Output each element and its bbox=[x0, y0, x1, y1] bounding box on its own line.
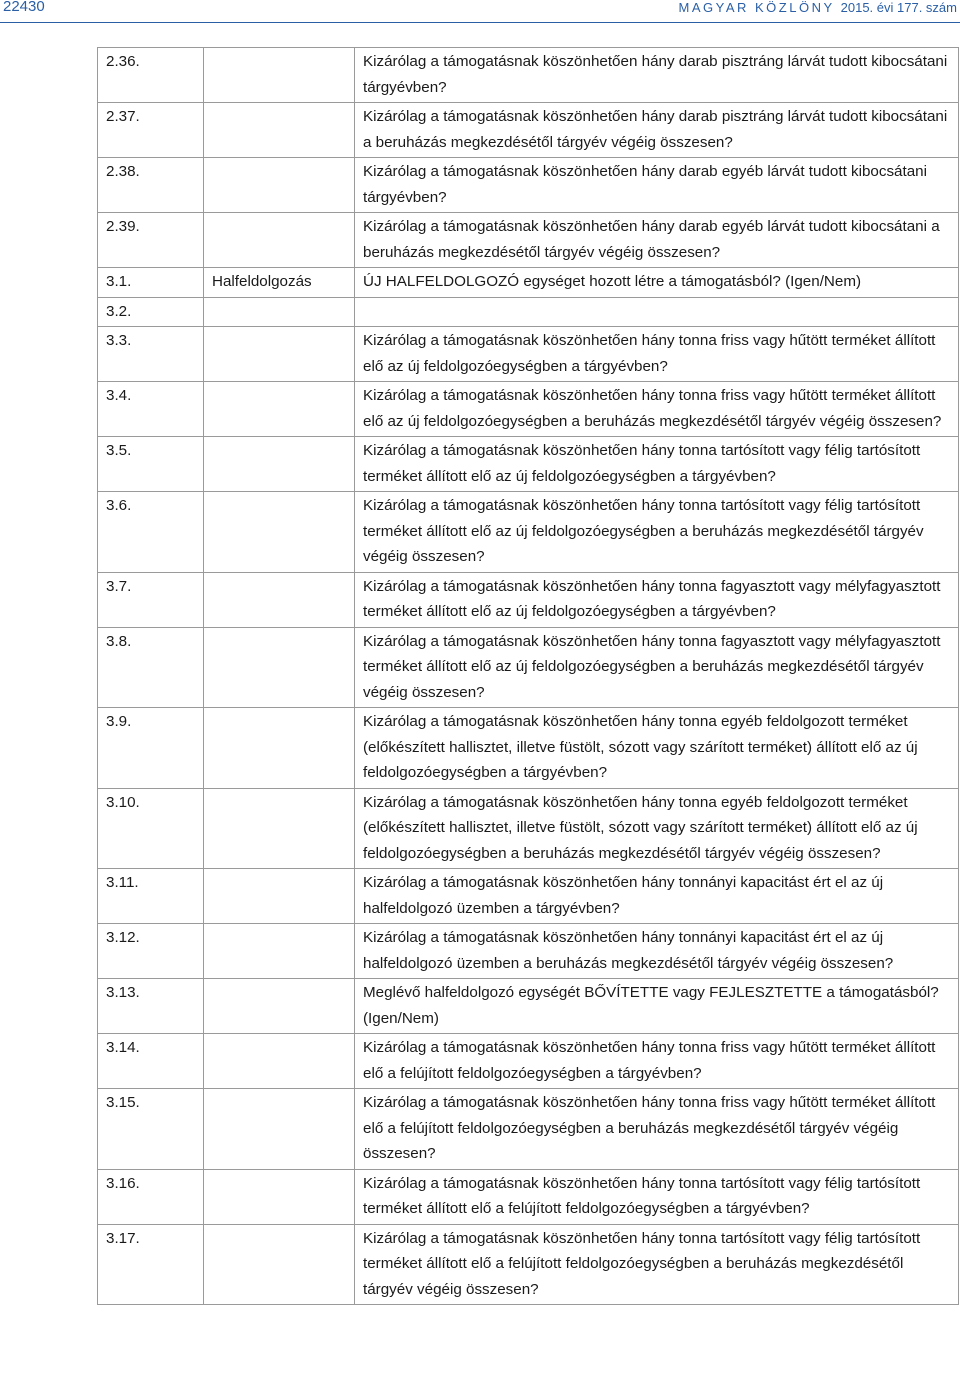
row-question: Kizárólag a támogatásnak köszönhetően hány tonnányi kapacitást ért el az új halfeldolgozó üzemben a beruházás megkezdésétől tárgyév végéig összesen? bbox=[355, 924, 959, 979]
page-number: 22430 bbox=[3, 0, 45, 15]
row-number: 3.5. bbox=[98, 437, 204, 492]
row-number: 2.37. bbox=[98, 103, 204, 158]
row-question: Kizárólag a támogatásnak köszönhetően hány tonna tartósított vagy félig tartósított terméket állított elő a felújított feldolgozóegységben a tárgyévben? bbox=[355, 1169, 959, 1224]
table-row bbox=[98, 1089, 959, 1170]
row-section bbox=[204, 627, 355, 708]
row-question: Kizárólag a támogatásnak köszönhetően hány tonna fagyasztott vagy mélyfagyasztott terméket állított elő az új feldolgozóegységben a tárgyévben? bbox=[355, 572, 959, 627]
row-question: Kizárólag a támogatásnak köszönhetően hány darab pisztráng lárvát tudott kibocsátani tárgyévben? bbox=[355, 48, 959, 103]
row-question: Kizárólag a támogatásnak köszönhetően hány tonna friss vagy hűtött terméket állított elő a felújított feldolgozóegységben a tárgyévben? bbox=[355, 1034, 959, 1089]
row-number: 3.7. bbox=[98, 572, 204, 627]
row-section bbox=[204, 572, 355, 627]
issue-label: 2015. évi 177. szám bbox=[840, 0, 957, 15]
journal-title: MAGYAR KÖZLÖNY bbox=[678, 0, 835, 15]
row-section bbox=[204, 1169, 355, 1224]
row-question: ÚJ HALFELDOLGOZÓ egységet hozott létre a támogatásból? (Igen/Nem) bbox=[355, 268, 959, 298]
row-section bbox=[204, 382, 355, 437]
row-number: 3.9. bbox=[98, 708, 204, 789]
row-question: Kizárólag a támogatásnak köszönhetően hány tonna tartósított vagy félig tartósított terméket állított elő az új feldolgozóegységben a beruházás megkezdésétől tárgyév végéig összesen? bbox=[355, 492, 959, 573]
row-question: Kizárólag a támogatásnak köszönhetően hány tonna tartósított vagy félig tartósított terméket állított elő az új feldolgozóegységben a tárgyévben? bbox=[355, 437, 959, 492]
row-question: Kizárólag a támogatásnak köszönhetően hány tonna fagyasztott vagy mélyfagyasztott terméket állított elő az új feldolgozóegységben a beruházás megkezdésétől tárgyév végéig összesen? bbox=[355, 627, 959, 708]
table-row bbox=[98, 924, 959, 979]
table-row bbox=[98, 48, 959, 103]
row-question: Kizárólag a támogatásnak köszönhetően hány darab pisztráng lárvát tudott kibocsátani a beruházás megkezdésétől tárgyév végéig összesen? bbox=[355, 103, 959, 158]
table-row bbox=[98, 1224, 959, 1305]
row-question: Kizárólag a támogatásnak köszönhetően hány tonna friss vagy hűtött terméket állított elő az új feldolgozóegységben a beruházás megkezdésétől tárgyév végéig összesen? bbox=[355, 382, 959, 437]
table-row bbox=[98, 869, 959, 924]
question-table-body bbox=[98, 48, 959, 1305]
row-section bbox=[204, 1089, 355, 1170]
row-section bbox=[204, 1224, 355, 1305]
row-number: 3.4. bbox=[98, 382, 204, 437]
table-row bbox=[98, 213, 959, 268]
row-section bbox=[204, 48, 355, 103]
row-question: Kizárólag a támogatásnak köszönhetően hány tonna egyéb feldolgozott terméket (előkészített hallisztet, illetve füstölt, sózott vagy szárított terméket) állított elő az új feldolgozóegységben a tárgyévben? bbox=[355, 708, 959, 789]
row-section bbox=[204, 924, 355, 979]
table-row bbox=[98, 103, 959, 158]
table-row bbox=[98, 437, 959, 492]
question-table bbox=[97, 47, 959, 1305]
row-section bbox=[204, 1034, 355, 1089]
row-section: Halfeldolgozás bbox=[204, 268, 355, 298]
row-section bbox=[204, 437, 355, 492]
row-question: Kizárólag a támogatásnak köszönhetően hány darab egyéb lárvát tudott kibocsátani tárgyévben? bbox=[355, 158, 959, 213]
row-number: 3.1. bbox=[98, 268, 204, 298]
row-question: Kizárólag a támogatásnak köszönhetően hány tonna friss vagy hűtött terméket állított elő az új feldolgozóegységben a tárgyévben? bbox=[355, 327, 959, 382]
row-number: 3.17. bbox=[98, 1224, 204, 1305]
table-row bbox=[98, 1034, 959, 1089]
row-section bbox=[204, 869, 355, 924]
row-number: 2.38. bbox=[98, 158, 204, 213]
table-row bbox=[98, 627, 959, 708]
row-question: Kizárólag a támogatásnak köszönhetően hány tonna egyéb feldolgozott terméket (előkészített hallisztet, illetve füstölt, sózott vagy szárított terméket) állított elő az új feldolgozóegységben a beruházás megkezdésétől tárgyév végéig összesen? bbox=[355, 788, 959, 869]
table-row bbox=[98, 382, 959, 437]
row-section bbox=[204, 979, 355, 1034]
row-section bbox=[204, 103, 355, 158]
row-section bbox=[204, 213, 355, 268]
page-header bbox=[0, 0, 960, 22]
row-number: 2.39. bbox=[98, 213, 204, 268]
row-question: Kizárólag a támogatásnak köszönhetően hány tonnányi kapacitást ért el az új halfeldolgozó üzemben a tárgyévben? bbox=[355, 869, 959, 924]
row-section bbox=[204, 327, 355, 382]
table-row bbox=[98, 492, 959, 573]
row-section bbox=[204, 297, 355, 327]
journal-info bbox=[679, 0, 957, 15]
header-rule bbox=[0, 22, 960, 23]
row-question: Kizárólag a támogatásnak köszönhetően hány darab egyéb lárvát tudott kibocsátani a beruházás megkezdésétől tárgyév végéig összesen? bbox=[355, 213, 959, 268]
row-question: Kizárólag a támogatásnak köszönhetően hány tonna tartósított vagy félig tartósított terméket állított elő a felújított feldolgozóegységben a beruházás megkezdésétől tárgyév végéig összesen? bbox=[355, 1224, 959, 1305]
row-number: 3.13. bbox=[98, 979, 204, 1034]
table-row bbox=[98, 1169, 959, 1224]
row-number: 3.11. bbox=[98, 869, 204, 924]
row-number: 3.16. bbox=[98, 1169, 204, 1224]
table-row bbox=[98, 327, 959, 382]
row-question bbox=[355, 297, 959, 327]
table-row bbox=[98, 572, 959, 627]
row-section bbox=[204, 708, 355, 789]
row-number: 3.10. bbox=[98, 788, 204, 869]
row-section bbox=[204, 492, 355, 573]
table-row bbox=[98, 268, 959, 298]
table-row bbox=[98, 158, 959, 213]
table-row bbox=[98, 708, 959, 789]
row-section bbox=[204, 158, 355, 213]
row-number: 3.15. bbox=[98, 1089, 204, 1170]
row-number: 3.14. bbox=[98, 1034, 204, 1089]
row-number: 3.6. bbox=[98, 492, 204, 573]
row-number: 3.8. bbox=[98, 627, 204, 708]
table-row bbox=[98, 297, 959, 327]
row-question: Meglévő halfeldolgozó egységét BŐVÍTETTE vagy FEJLESZTETTE a támogatásból? (Igen/Nem) bbox=[355, 979, 959, 1034]
row-number: 3.12. bbox=[98, 924, 204, 979]
table-row bbox=[98, 788, 959, 869]
row-number: 3.2. bbox=[98, 297, 204, 327]
row-section bbox=[204, 788, 355, 869]
row-number: 2.36. bbox=[98, 48, 204, 103]
table-row bbox=[98, 979, 959, 1034]
row-question: Kizárólag a támogatásnak köszönhetően hány tonna friss vagy hűtött terméket állított elő a felújított feldolgozóegységben a beruházás megkezdésétől tárgyév végéig összesen? bbox=[355, 1089, 959, 1170]
row-number: 3.3. bbox=[98, 327, 204, 382]
